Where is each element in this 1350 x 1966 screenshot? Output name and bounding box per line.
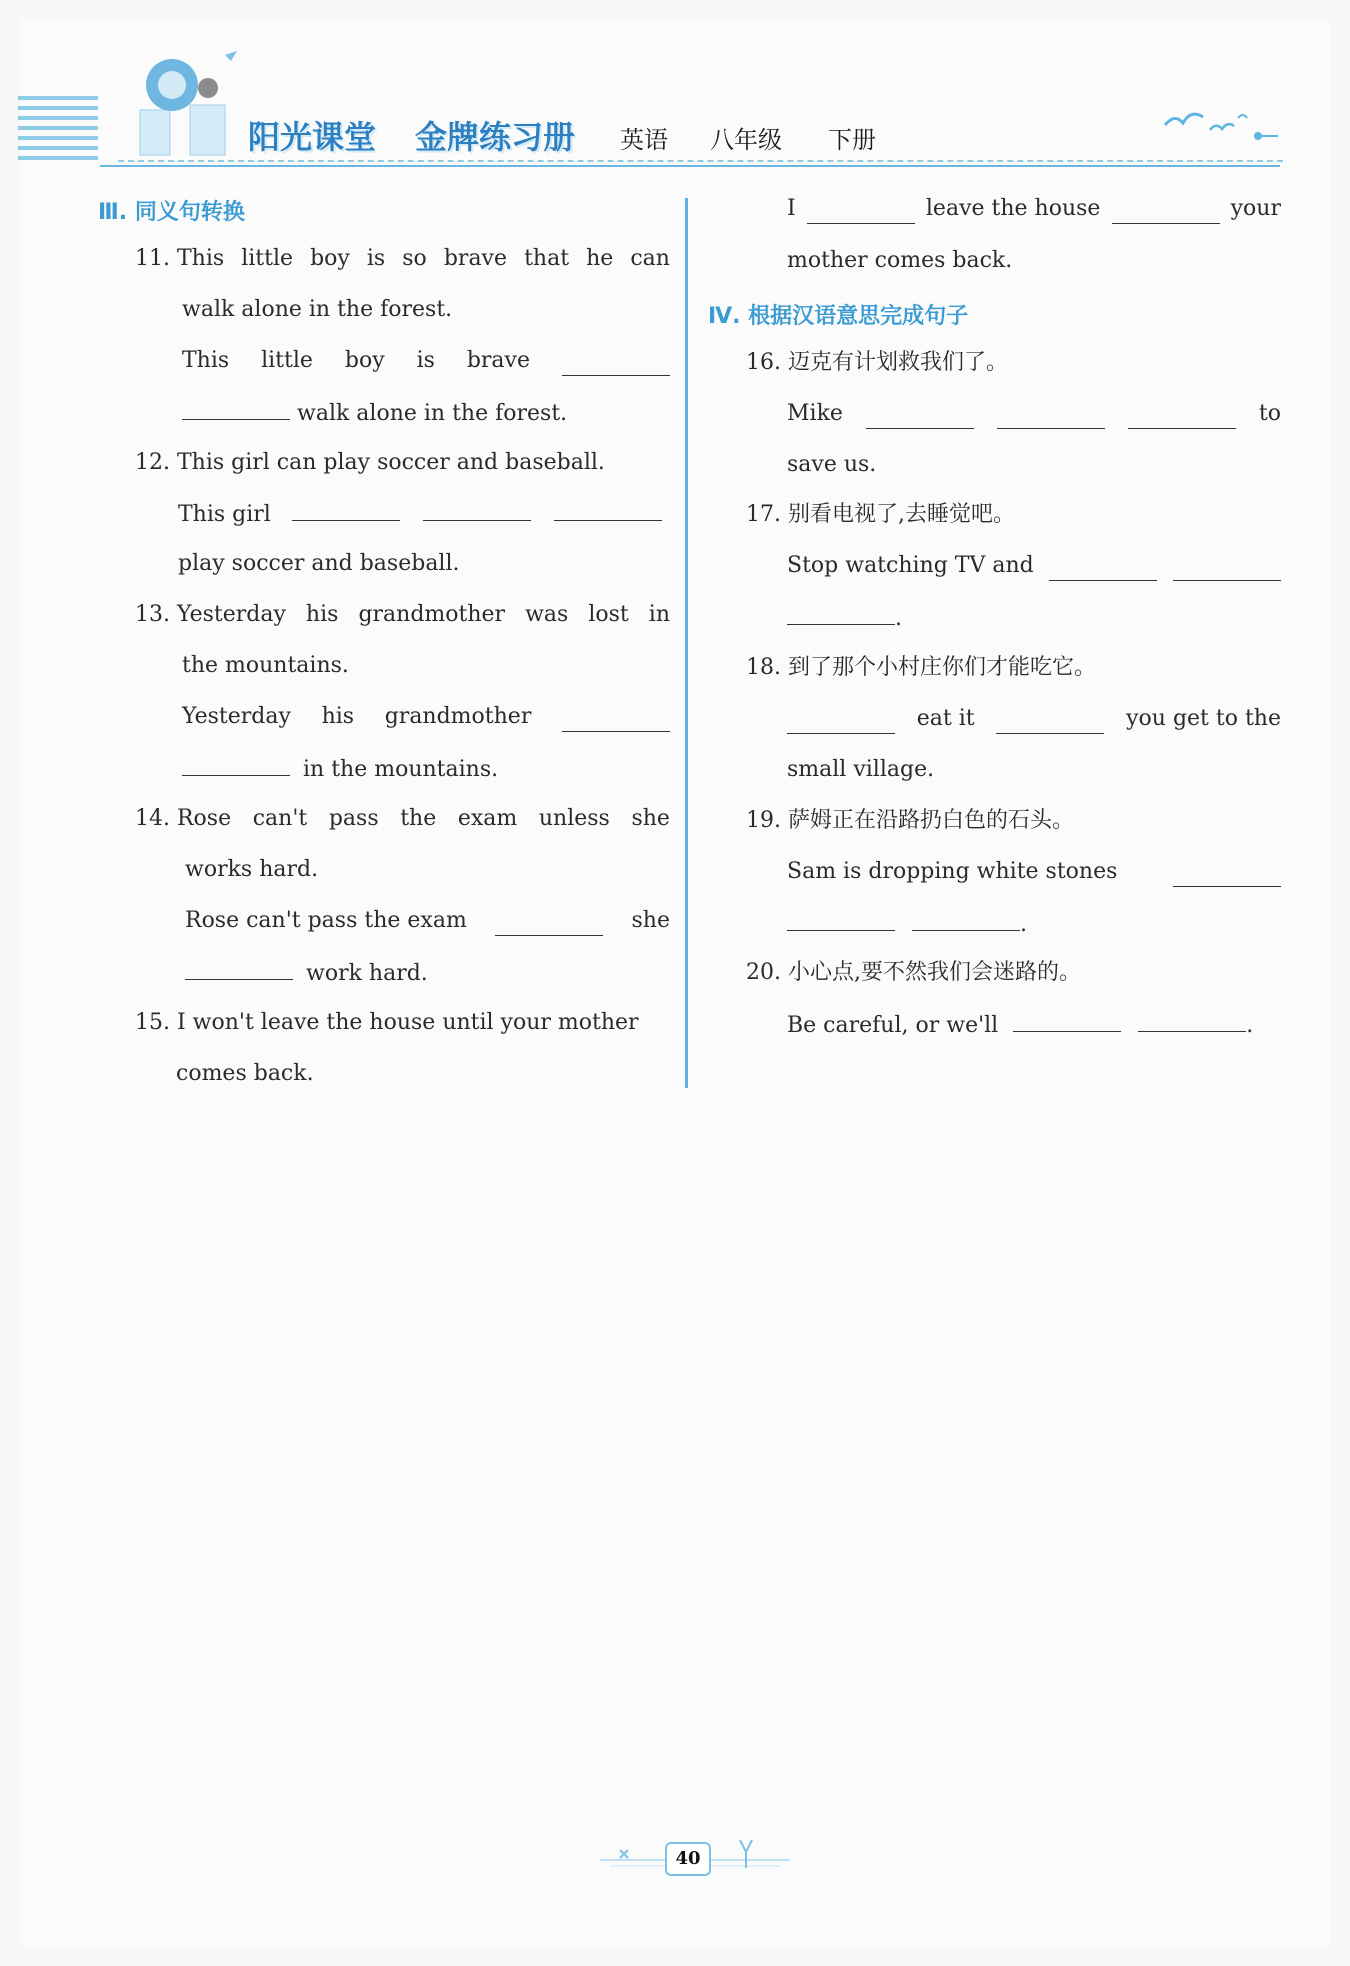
column-divider [685, 198, 688, 1088]
answer-blank[interactable] [562, 353, 670, 376]
q11-line-2: walk alone in the forest. [182, 297, 453, 322]
word: little [241, 246, 294, 271]
word: Yesterday [182, 704, 291, 729]
word: in [648, 602, 670, 627]
q14-line-3 [185, 906, 670, 936]
answer-blank[interactable] [866, 406, 974, 429]
answer-blank[interactable] [423, 498, 531, 521]
section-3-title: Ⅲ. 同义句转换 [98, 200, 245, 225]
q15-line-4: mother comes back. [787, 248, 1013, 273]
answer-blank[interactable] [787, 602, 895, 625]
answer-blank[interactable] [1128, 406, 1236, 429]
q13-line-2: the mountains. [182, 653, 349, 678]
word: boy [310, 246, 350, 271]
section-4-title: Ⅳ. 根据汉语意思完成句子 [708, 304, 969, 329]
word: 11. This [135, 246, 225, 271]
word: 13. Yesterday [135, 602, 286, 627]
brand-title-2: 金牌练习册 [415, 118, 576, 156]
word: his [321, 704, 355, 729]
word: brave [466, 348, 530, 373]
q18-line-1: 18. 到了那个小村庄你们才能吃它。 [746, 655, 1096, 680]
answer-blank[interactable] [292, 498, 400, 521]
punctuation: . [895, 606, 902, 631]
answer-blank[interactable] [185, 957, 293, 980]
header-rule [100, 165, 1280, 167]
answer-blank[interactable] [787, 711, 895, 734]
answer-blank[interactable] [182, 397, 290, 420]
sentence-text: This girl [178, 502, 271, 527]
word: that [524, 246, 570, 271]
mascot-illustration [130, 50, 240, 160]
word: boy [344, 348, 385, 373]
punctuation: . [1246, 1013, 1254, 1038]
word: can [630, 246, 670, 271]
answer-blank[interactable] [997, 406, 1105, 429]
word: is [366, 246, 386, 271]
word: Mike [787, 401, 843, 426]
q15-line-2: comes back. [176, 1061, 314, 1086]
q14-line-4 [185, 957, 428, 989]
answer-blank[interactable] [996, 711, 1104, 734]
q11-line-1 [135, 244, 670, 274]
q20-line-1: 20. 小心点,要不然我们会迷路的。 [746, 960, 1081, 985]
grade-label: 八年级 [710, 126, 782, 154]
word: grandmother [358, 602, 506, 627]
sentence-text: eat it [916, 706, 975, 731]
answer-blank[interactable] [1049, 558, 1157, 581]
q18-line-2 [787, 704, 1281, 734]
subject-label: 英语 [620, 126, 668, 154]
q11-line-4 [182, 397, 567, 429]
answer-blank[interactable] [495, 913, 603, 936]
volume-label: 下册 [828, 126, 876, 154]
page-header [0, 0, 1350, 190]
word: the [400, 806, 437, 831]
q12-line-1: 12. This girl can play soccer and baseball. [135, 450, 605, 475]
word: exam [457, 806, 518, 831]
q20-line-2 [787, 1009, 1253, 1041]
sentence-text: Rose can't pass the exam [185, 908, 467, 933]
word: unless [538, 806, 610, 831]
q16-line-3: save us. [787, 452, 877, 477]
sentence-text: you get to the [1126, 706, 1281, 731]
word: she [631, 806, 670, 831]
sentence-text: Sam is dropping white stones [787, 859, 1118, 884]
answer-blank[interactable] [807, 201, 915, 224]
word: his [305, 602, 339, 627]
q16-line-1: 16. 迈克有计划救我们了。 [746, 350, 1008, 375]
brand-title-1: 阳光课堂 [248, 118, 377, 156]
q13-line-4 [182, 753, 498, 785]
answer-blank[interactable] [1173, 864, 1281, 887]
word: so [402, 246, 427, 271]
word: was [525, 602, 569, 627]
q19-line-3 [787, 908, 1027, 940]
header-dashed-line [118, 160, 1283, 162]
answer-blank[interactable] [912, 908, 1020, 931]
q15-line-3 [787, 194, 1281, 224]
sentence-text: walk alone in the forest. [297, 401, 568, 426]
q14-line-1 [135, 804, 670, 834]
q12-line-3: play soccer and baseball. [178, 551, 460, 576]
answer-blank[interactable] [562, 709, 670, 732]
word: pass [328, 806, 379, 831]
word: can't [252, 806, 308, 831]
answer-blank[interactable] [182, 753, 290, 776]
q13-line-3 [182, 702, 670, 732]
q17-line-1: 17. 别看电视了,去睡觉吧。 [746, 502, 1015, 527]
word: your [1230, 196, 1281, 221]
word: he [586, 246, 614, 271]
word: I [787, 196, 796, 221]
word: is [416, 348, 435, 373]
punctuation: . [1020, 912, 1027, 937]
word: little [261, 348, 313, 373]
q19-line-2 [787, 857, 1281, 887]
sentence-text: Be careful, or we'll [787, 1013, 999, 1038]
header-stripes [18, 96, 98, 164]
answer-blank[interactable] [554, 498, 662, 521]
answer-blank[interactable] [1013, 1009, 1121, 1032]
q17-line-2 [787, 551, 1281, 581]
sentence-text: Stop watching TV and [787, 553, 1034, 578]
page-number: 40 [665, 1842, 711, 1876]
word: brave [443, 246, 508, 271]
word: grandmother [384, 704, 532, 729]
q12-line-2 [178, 498, 670, 530]
word: to [1258, 401, 1281, 426]
q13-line-1 [135, 600, 670, 630]
word: 14. Rose [135, 806, 232, 831]
sentence-text: leave the house [925, 196, 1101, 221]
q14-line-2: works hard. [185, 857, 319, 882]
sentence-text: work hard. [306, 961, 428, 986]
birds-decoration [1160, 100, 1280, 145]
q11-line-3 [182, 346, 670, 376]
answer-blank[interactable] [787, 908, 895, 931]
q18-line-3: small village. [787, 757, 935, 782]
answer-blank[interactable] [1173, 558, 1281, 581]
answer-blank[interactable] [1138, 1009, 1246, 1032]
word: lost [588, 602, 629, 627]
q15-line-1: 15. I won't leave the house until your mother [135, 1010, 639, 1035]
word: This [182, 348, 230, 373]
q17-line-3 [787, 602, 902, 634]
q16-line-2 [787, 399, 1281, 429]
q19-line-1: 19. 萨姆正在沿路扔白色的石头。 [746, 808, 1074, 833]
word: she [631, 908, 670, 933]
answer-blank[interactable] [1112, 201, 1220, 224]
sentence-text: in the mountains. [303, 757, 499, 782]
